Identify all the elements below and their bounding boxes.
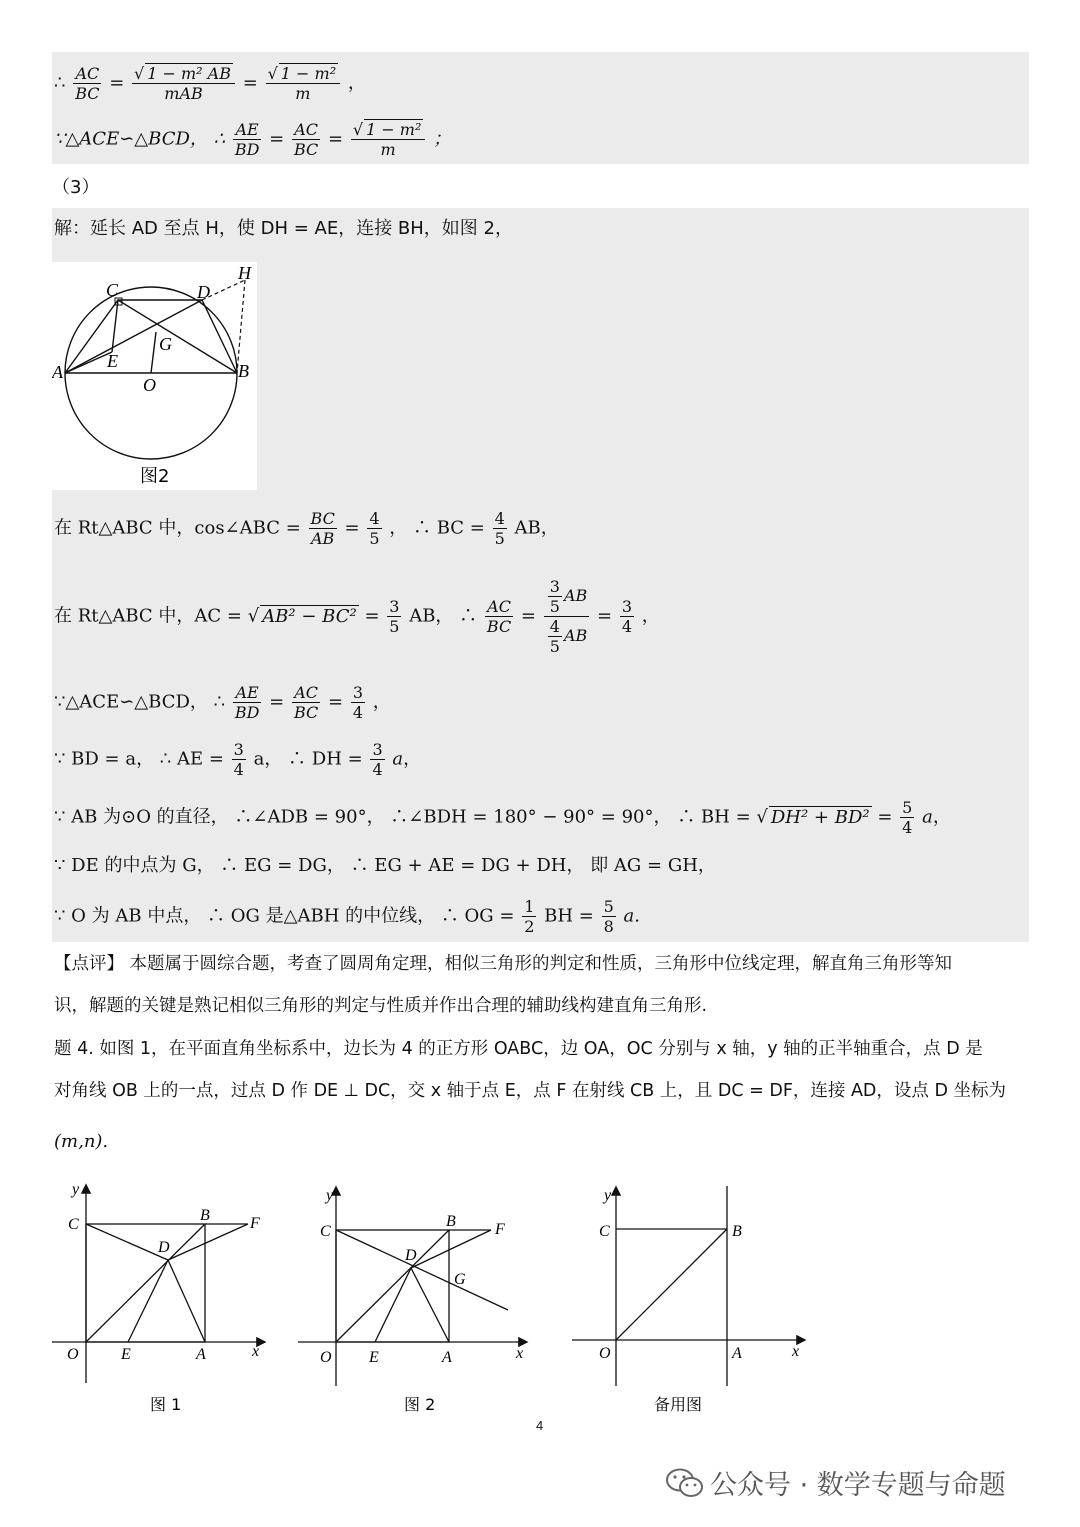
question-4-line-2: 对角线 OB 上的一点，过点 D 作 DE ⊥ DC，交 x 轴于点 E，点 F 在射线 CB 上，且 DC = DF，连接 AD，设点 D 坐标为 [54,1081,1007,1101]
label-C: C [106,280,119,300]
svg-text:C: C [68,1216,79,1233]
svg-text:D: D [158,1239,170,1256]
question-4-line-3: (m,n). [54,1131,109,1152]
q4-figure-2 [298,1182,538,1418]
q4-spare-figure-caption: 备用图 [654,1395,703,1414]
svg-text:x: x [792,1343,800,1360]
svg-text:y: y [326,1187,334,1204]
svg-text:B: B [732,1223,742,1240]
svg-text:G: G [454,1271,466,1288]
svg-text:x: x [516,1345,524,1362]
svg-text:E: E [369,1349,379,1366]
midpoint-line: ∵ DE 的中点为 G， ∴ EG = DG， ∴ EG + AE = DG + DH， 即 AG = GH， [54,855,716,876]
label-E: E [107,351,118,371]
svg-text:A: A [442,1349,452,1366]
question-4-line-1: 题 4. 如图 1，在平面直角坐标系中，边长为 4 的正方形 OABC，边 OA，OC 分别与 x 轴，y 轴的正半轴重合，点 D 是 [54,1039,983,1059]
svg-text:C: C [320,1223,331,1240]
review-line-1: 【点评】 本题属于圆综合题，考查了圆周角定理，相似三角形的判定和性质，三角形中位线定理，解直角三角形等知 [54,954,953,974]
q4-spare-figure [572,1182,812,1418]
q4-figure-1-caption: 图 1 [150,1395,182,1414]
part-3-label: （3） [52,177,100,198]
svg-text:x: x [252,1343,260,1360]
svg-text:y: y [72,1181,80,1198]
watermark [666,1463,1006,1502]
svg-text:B: B [446,1213,456,1230]
review-line-2: 识，解题的关键是熟记相似三角形的判定与性质并作出合理的辅助线构建直角三角形. [54,996,708,1016]
circle-figure-2 [52,262,257,490]
svg-text:A: A [732,1345,742,1362]
ac-line: 在 Rt△ABC 中，AC = √ AB² − BC² = $\frac{3}{5}$ AB， ∴ $\frac{AC}{BC}$ = $\frac{3}{5}$ AB $\frac{4}{5}$ AB = $\frac{3}{4}$ ， [54,577,660,656]
q4-figure-2-caption: 图 2 [404,1395,436,1414]
label-G: G [159,334,172,354]
svg-text:O: O [599,1345,611,1362]
svg-text:y: y [604,1187,612,1204]
svg-text:B: B [200,1207,210,1224]
diameter-line: ∵ AB 为⊙O 的直径， ∴∠ADB = 90°， ∴∠BDH = 180° − 90° = 90°， ∴ BH = √ DH² + BD² = $\frac{5}{4}$ a， [54,798,951,837]
label-D: D [197,282,210,302]
label-O: O [143,375,156,395]
svg-text:O: O [67,1346,79,1363]
wechat-icon [666,1468,704,1498]
svg-text:F: F [495,1221,505,1238]
label-B: B [238,361,249,381]
label-H: H [238,263,251,283]
bd-line: ∵ BD = a， ∴ AE = $\frac{3}{4}$ a， ∴ DH = $\frac{3}{4}$ a， [54,740,422,779]
label-A: A [52,362,63,382]
og-line: ∵ O 为 AB 中点， ∴ OG 是△ABH 的中位线， ∴ OG = $\frac{1}{2}$ BH = $\frac{5}{8}$ a. [54,897,641,936]
solution-intro: 解：延长 AD 至点 H，使 DH = AE，连接 BH，如图 2， [54,218,513,239]
ratio-line-1: ∴ $\frac{AC}{BC}$ = $\frac{\text{√ 1 − m² AB}}{\text{mAB}}$ = $\frac{\text{√ 1 − m²}}{m}$ ， [54,64,366,103]
watermark-text: 公众号 · 数学专题与命题 [710,1470,1006,1501]
svg-text:E: E [121,1346,131,1363]
ratio-line-2: ∵△ACE∽△BCD， ∴ $\frac{AE}{BD}$ = $\frac{AC}{BC}$ = $\frac{\text{√ 1 − m²}}{m}$ ； [54,120,452,159]
similar-line: ∵△ACE∽△BCD， ∴ $\frac{AE}{BD}$ = $\frac{AC}{BC}$ = $\frac{3}{4}$ ， [54,683,391,722]
svg-text:F: F [250,1215,260,1232]
svg-text:D: D [405,1247,417,1264]
figure-2-caption: 图2 [140,466,170,487]
q4-figure-1 [52,1178,277,1418]
svg-text:O: O [320,1349,332,1366]
cos-line: 在 Rt△ABC 中，cos∠ABC = $\frac{BC}{AB}$ = $\frac{4}{5}$ ， ∴ BC = $\frac{4}{5}$ AB， [54,509,559,548]
svg-text:A: A [196,1346,206,1363]
svg-text:C: C [599,1223,610,1240]
page-number: 4 [536,1418,544,1433]
